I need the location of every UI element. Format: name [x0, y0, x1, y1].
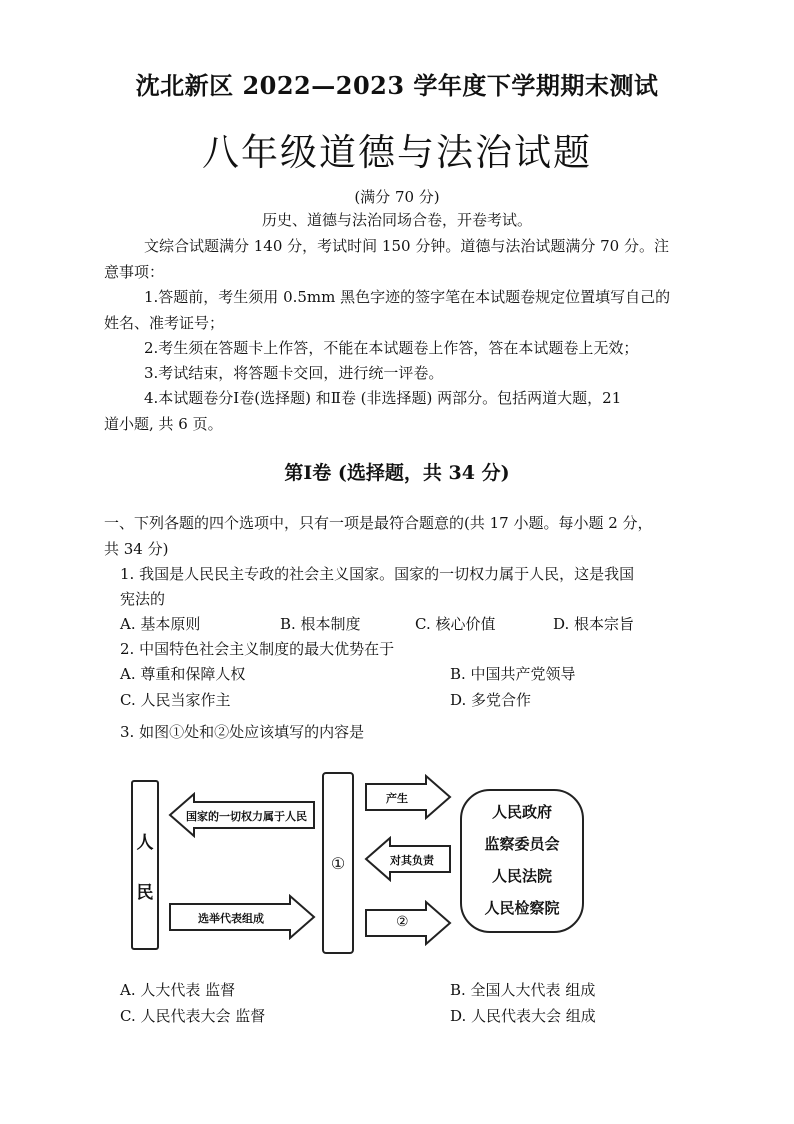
organ-supervision: 监察委员会 [484, 835, 560, 853]
note-2: 2.考生须在答题卡上作答，不能在本试题卷上作答，答在本试题卷上无效； [144, 339, 639, 357]
q2-option-a: A. 尊重和保障人权 [120, 665, 246, 683]
people-char-1: 人 [136, 833, 154, 853]
arrow-right-produce [364, 774, 452, 820]
question-1-stem-a: 1. 我国是人民民主专政的社会主义国家。国家的一切权力属于人民，这是我国 [120, 565, 635, 583]
q1-option-a: A. 基本原则 [120, 615, 201, 633]
state-structure-diagram [124, 764, 594, 964]
q2-option-d: D. 多党合作 [450, 691, 532, 709]
q2-option-c: C. 人民当家作主 [120, 691, 231, 709]
blank-2-mark: ② [396, 914, 409, 930]
full-score-note: (满分 70 分) [354, 188, 440, 206]
people-char-2: 民 [136, 883, 154, 903]
exam-header-title: 沈北新区 2022—2023 学年度下学期期末测试 [135, 71, 659, 100]
note-3: 3.考试结束，将答题卡交回，进行统一评卷。 [144, 364, 444, 382]
exam-subject-title: 八年级道德与法治试题 [202, 131, 592, 174]
exam-format-note: 历史、道德与法治同场合卷，开卷考试。 [261, 211, 532, 229]
intro-line-2: 意事项： [104, 263, 165, 281]
q1-option-c: C. 核心价值 [415, 615, 496, 633]
q2-option-b: B. 中国共产党领导 [450, 665, 576, 683]
blank-1-box [322, 772, 354, 954]
q1-option-b: B. 根本制度 [280, 615, 361, 633]
q1-option-d: D. 根本宗旨 [553, 615, 635, 633]
arrow-produce-label: 产生 [386, 792, 408, 805]
q3-option-a: A. 人大代表 监督 [120, 981, 236, 999]
note-4b: 道小题, 共 6 页。 [104, 415, 223, 433]
arrow-power-label: 国家的一切权力属于人民 [186, 810, 307, 823]
section-title: 第Ⅰ卷 (选择题，共 34 分) [284, 462, 510, 484]
intro-line-1: 文综合试题满分 140 分，考试时间 150 分钟。道德与法治试题满分 70 分。注 [144, 237, 669, 255]
note-4a: 4.本试题卷分Ⅰ卷(选择题) 和Ⅱ卷 (非选择题) 两部分。包括两道大题，21 [144, 389, 622, 407]
arrow-elect-label: 选举代表组成 [198, 912, 264, 925]
section-instruction-a: 一、下列各题的四个选项中，只有一项是最符合题意的(共 17 小题。每小题 2 分， [104, 514, 653, 532]
q3-option-c: C. 人民代表大会 监督 [120, 1007, 266, 1025]
arrow-responsible-label: 对其负责 [390, 854, 434, 867]
organ-court: 人民法院 [491, 867, 552, 885]
blank-1-mark: ① [330, 854, 346, 873]
question-2-stem: 2. 中国特色社会主义制度的最大优势在于 [120, 640, 395, 658]
people-box [131, 780, 159, 950]
section-instruction-b: 共 34 分) [104, 540, 169, 558]
organ-government: 人民政府 [491, 803, 552, 821]
q3-option-b: B. 全国人大代表 组成 [450, 981, 596, 999]
organ-procuratorate: 人民检察院 [484, 899, 560, 917]
note-1b: 姓名、准考证号； [104, 314, 225, 332]
note-1a: 1.答题前，考生须用 0.5mm 黑色字迹的签字笔在本试题卷规定位置填写自己的 [144, 288, 671, 306]
question-1-stem-b: 宪法的 [120, 590, 166, 608]
q3-option-d: D. 人民代表大会 组成 [450, 1007, 596, 1025]
question-3-stem: 3. 如图①处和②处应该填写的内容是 [120, 723, 365, 741]
state-organs-box [460, 789, 584, 933]
